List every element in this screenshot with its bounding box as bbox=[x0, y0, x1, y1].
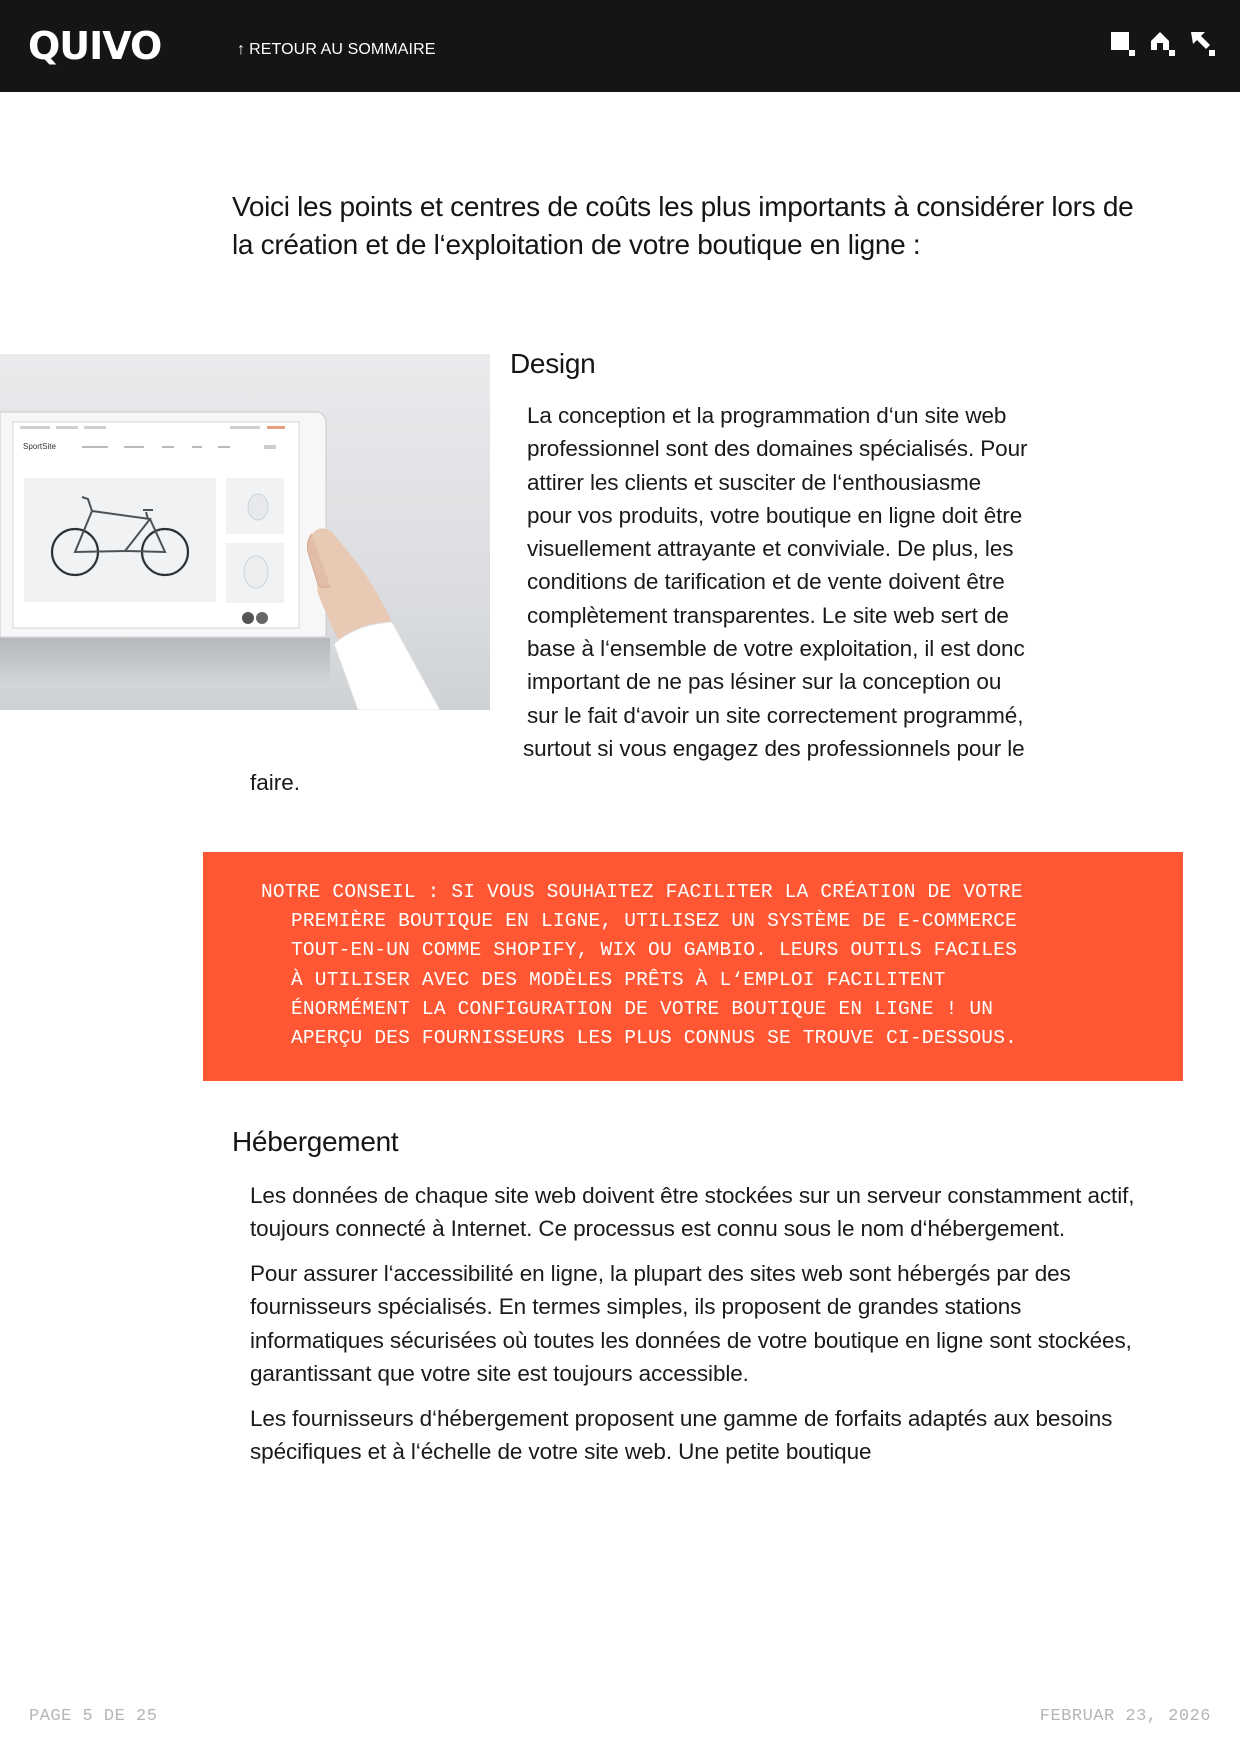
hosting-heading: Hébergement bbox=[232, 1126, 399, 1157]
tip-line: NOTRE CONSEIL : SI VOUS SOUHAITEZ FACILITER LA CRÉATION DE VOTRE bbox=[261, 881, 1023, 903]
back-to-contents-link[interactable] bbox=[237, 40, 436, 60]
nav-icons bbox=[1110, 29, 1220, 59]
design-line: visuellement attrayante et conviviale. De plus, les bbox=[527, 536, 1014, 562]
tip-line: À UTILISER AVEC DES MODÈLES PRÊTS À L‘EMPLOI FACILITENT bbox=[291, 968, 946, 991]
tip-line: APERÇU DES FOURNISSEURS LES PLUS CONNUS SE TROUVE CI-DESSOUS. bbox=[291, 1027, 1018, 1050]
hosting-paragraph: Les données de chaque site web doivent être stockées sur un serveur constamment actif, toujours connecté à Internet. Ce processus est connu sous le nom d‘hébergement. bbox=[250, 1183, 1135, 1242]
design-line: pour vos produits, votre boutique en ligne doit être bbox=[527, 502, 1023, 528]
tip-text bbox=[261, 878, 1161, 1053]
design-line: conditions de tarification et de vente doivent être bbox=[527, 569, 1005, 595]
tablet-illustration bbox=[0, 354, 490, 710]
design-line: professionnel sont des domaines spécialisés. Pour bbox=[527, 436, 1028, 462]
site-logo-text: SportSite bbox=[23, 442, 56, 451]
design-line: complètement transparentes. Le site web sert de bbox=[527, 602, 1009, 628]
intro-heading: Voici les points et centres de coûts les plus importants à considérer lors de la création et de l‘exploitation de votre boutique en ligne : bbox=[232, 191, 1134, 260]
home-icon[interactable] bbox=[1150, 29, 1180, 59]
design-paragraph bbox=[523, 399, 1147, 765]
tip-line: TOUT-EN-UN COMME SHOPIFY, WIX OU GAMBIO. LEURS OUTILS FACILES bbox=[291, 939, 1018, 962]
tip-callout bbox=[203, 852, 1183, 1081]
design-line: base à l‘ensemble de votre exploitation, il est donc bbox=[527, 636, 1025, 662]
design-paragraph-tail: faire. bbox=[250, 770, 301, 795]
design-line: La conception et la programmation d‘un site web bbox=[527, 403, 1007, 428]
design-heading: Design bbox=[510, 348, 596, 379]
tip-line: ÉNORMÉMENT LA CONFIGURATION DE VOTRE BOUTIQUE EN LIGNE ! UN bbox=[291, 997, 994, 1020]
hosting-paragraph: Pour assurer l‘accessibilité en ligne, la plupart des sites web sont hébergés par des fournisseurs spécialisés. En termes simples, ils proposent de grandes stations informatiques sécurisées où toutes les données de votre boutique en ligne sont stockées, garantissant que votre site est toujours accessible. bbox=[250, 1261, 1132, 1386]
tablet-photo bbox=[0, 354, 490, 710]
hosting-paragraph: Les fournisseurs d‘hébergement proposent une gamme de forfaits adaptés aux besoins spécifiques et à l‘échelle de votre site web. Une petite boutique bbox=[250, 1405, 1113, 1465]
hosting-body bbox=[250, 1179, 1150, 1480]
document-date: FEBRUAR 23, 2026 bbox=[1039, 1707, 1211, 1726]
quivo-logo[interactable]: QUIVO bbox=[28, 24, 162, 68]
back-to-contents-label: RETOUR AU SOMMAIRE bbox=[249, 41, 436, 58]
page-number: PAGE 5 DE 25 bbox=[29, 1707, 158, 1726]
arrow-up-left-icon[interactable] bbox=[1190, 29, 1220, 59]
top-bar bbox=[0, 0, 1240, 92]
square-icon[interactable] bbox=[1110, 29, 1140, 59]
design-line: surtout si vous engagez des professionnels pour le bbox=[523, 735, 1025, 761]
design-line: important de ne pas lésiner sur la conception ou bbox=[527, 669, 1002, 695]
design-line: sur le fait d‘avoir un site correctement programmé, bbox=[527, 702, 1024, 728]
design-line: attirer les clients et susciter de l‘enthousiasme bbox=[527, 469, 982, 495]
tip-line: PREMIÈRE BOUTIQUE EN LIGNE, UTILISEZ UN SYSTÈME DE E-COMMERCE bbox=[291, 910, 1018, 933]
arrow-up-icon: ↑ bbox=[237, 41, 246, 58]
